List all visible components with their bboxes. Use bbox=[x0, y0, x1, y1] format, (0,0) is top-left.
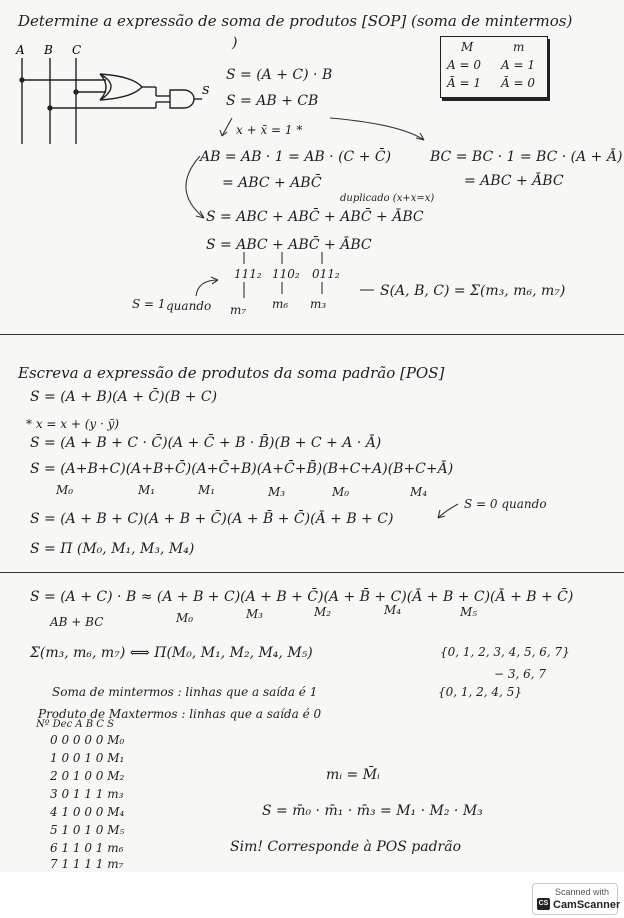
sop-title: Determine a expressão de soma de produtos [SOP] (soma de mintermos) bbox=[18, 12, 573, 30]
ab-bc-label: AB + BC bbox=[50, 615, 104, 629]
sop-expand-bc-result: = ABC + ĀBC bbox=[464, 173, 564, 189]
code-110: 110₂ bbox=[272, 267, 300, 281]
box-row2-maxterm: Ā = 1 bbox=[447, 76, 481, 90]
sop-expr-2: S = AB + CB bbox=[226, 93, 319, 109]
pos-label-3: M₃ bbox=[268, 485, 286, 499]
table-header: Nº Dec A B C S bbox=[36, 719, 114, 730]
set-all: {0, 1, 2, 3, 4, 5, 6, 7} bbox=[440, 645, 570, 659]
box-head-minterm: m bbox=[513, 40, 525, 54]
sop-expand-ab: AB = AB · 1 = AB · (C + C̄) bbox=[200, 149, 392, 165]
input-a-label: A bbox=[16, 44, 25, 57]
table-row: 3 0 1 1 1 m₃ bbox=[50, 787, 124, 801]
sum-product-equivalence: Σ(m₃, m₆, m₇) ⟺ Π(M₀, M₁, M₂, M₄, M₅) bbox=[30, 645, 313, 661]
pos-label-0: M₀ bbox=[56, 483, 74, 497]
note-minterms: Soma de mintermos : linhas que a saída é 1 bbox=[52, 685, 318, 699]
sop-expand-ab-result: = ABC + ABC̄ bbox=[222, 175, 322, 191]
table-row: 2 0 1 0 0 M₂ bbox=[50, 769, 125, 783]
pos-expr-4: S = (A + B + C)(A + B + C̄)(A + B̄ + C̄)(Ā + B + C) bbox=[30, 511, 394, 527]
code-011: 011₂ bbox=[312, 267, 340, 281]
s-equals-1: S = 1 bbox=[132, 297, 166, 311]
m-label-2: M₂ bbox=[314, 605, 332, 619]
camscanner-badge bbox=[532, 883, 621, 915]
minterm-m6: m₆ bbox=[272, 297, 289, 311]
sop-paren: ) bbox=[232, 35, 238, 51]
pos-label-5: M₄ bbox=[410, 485, 428, 499]
sop-expr-sum: S = ABC + ABC̄ + ABC̄ + ĀBC bbox=[206, 209, 424, 225]
equivalence-expr: S = (A + C) · B ≈ (A + B + C)(A + B + C̄)(A + B̄ + C)(Ā + B + C)(Ā + B + C̄) bbox=[30, 589, 574, 605]
quando-label: quando bbox=[166, 299, 212, 313]
code-111: 111₂ bbox=[234, 267, 262, 281]
sop-expand-bc: BC = BC · 1 = BC · (A + Ā) bbox=[430, 149, 623, 165]
box-row1-maxterm: A = 0 bbox=[447, 58, 481, 72]
pos-title: Escreva a expressão de produtos da soma padrão [POS] bbox=[18, 364, 445, 382]
output-s-label: S bbox=[202, 84, 210, 97]
pos-result: S = Π (M₀, M₁, M₃, M₄) bbox=[30, 541, 195, 557]
sop-result: S(A, B, C) = Σ(m₃, m₆, m₇) bbox=[380, 283, 566, 299]
box-head-maxterm: M bbox=[461, 40, 474, 54]
divider-2 bbox=[0, 572, 624, 573]
m-label-4: M₅ bbox=[460, 605, 478, 619]
pos-label-4: M₀ bbox=[332, 485, 350, 499]
table-row: 6 1 1 0 1 m₆ bbox=[50, 841, 124, 855]
pos-expr-3: S = (A+B+C)(A+B+C̄)(A+C̄+B)(A+C̄+B̄)(B+C+A)(B+C+Ā) bbox=[30, 461, 454, 477]
input-b-label: B bbox=[44, 44, 53, 57]
table-row: 7 1 1 1 1 m₇ bbox=[50, 857, 124, 871]
table-row: 1 0 0 1 0 M₁ bbox=[50, 751, 125, 765]
sop-expr-simplified: S = ABC + ABC̄ + ĀBC bbox=[206, 237, 372, 253]
minterm-m3: m₃ bbox=[310, 297, 327, 311]
pos-rule: * x = x + (y · ȳ) bbox=[26, 417, 120, 431]
hand-drawn-arrows bbox=[0, 0, 624, 340]
box-row1-minterm: A = 1 bbox=[501, 58, 535, 72]
table-row: 4 1 0 0 0 M₄ bbox=[50, 805, 125, 819]
box-row2-minterm: Ā = 0 bbox=[501, 76, 535, 90]
table-row: 0 0 0 0 0 M₀ bbox=[50, 733, 125, 747]
set-rest: {0, 1, 2, 4, 5} bbox=[438, 685, 522, 699]
duplicate-note: duplicado (x+x=x) bbox=[340, 193, 435, 204]
final-conclusion: Sim! Corresponde à POS padrão bbox=[230, 839, 461, 855]
pos-expr-1: S = (A + B)(A + C̄)(B + C) bbox=[30, 389, 218, 405]
pos-arrow bbox=[0, 490, 624, 530]
camscanner-brand: CamScanner bbox=[553, 899, 621, 911]
demorgan-expr: S = m̄₀ · m̄₁ · m̄₃ = M₁ · M₂ · M₃ bbox=[262, 803, 483, 819]
table-row: 5 1 0 1 0 M₅ bbox=[50, 823, 125, 837]
sop-expr-1: S = (A + C) · B bbox=[226, 67, 333, 83]
s-equals-0-note: S = 0 quando bbox=[464, 497, 547, 511]
minterm-maxterm-relation: mᵢ = M̄ᵢ bbox=[326, 767, 380, 783]
minterm-m7: m₇ bbox=[230, 303, 247, 317]
note-maxterms: Produto de Maxtermos : linhas que a saída é 0 bbox=[38, 707, 322, 721]
set-minus: − 3, 6, 7 bbox=[494, 667, 547, 681]
input-c-label: C bbox=[72, 44, 82, 57]
pos-label-1: M₁ bbox=[138, 483, 156, 497]
pos-label-2: M₁ bbox=[198, 483, 216, 497]
m-label-3: M₄ bbox=[384, 603, 402, 617]
m-label-1: M₃ bbox=[246, 607, 264, 621]
complement-rule: x + x̄ = 1 * bbox=[236, 123, 303, 137]
m-label-0: M₀ bbox=[176, 611, 194, 625]
scanned-with-label: Scanned with bbox=[555, 887, 610, 897]
camscanner-logo-icon: CS bbox=[537, 898, 550, 910]
pos-expr-2: S = (A + B + C · C̄)(A + C̄ + B · B̄)(B + C + A · Ā) bbox=[30, 435, 382, 451]
